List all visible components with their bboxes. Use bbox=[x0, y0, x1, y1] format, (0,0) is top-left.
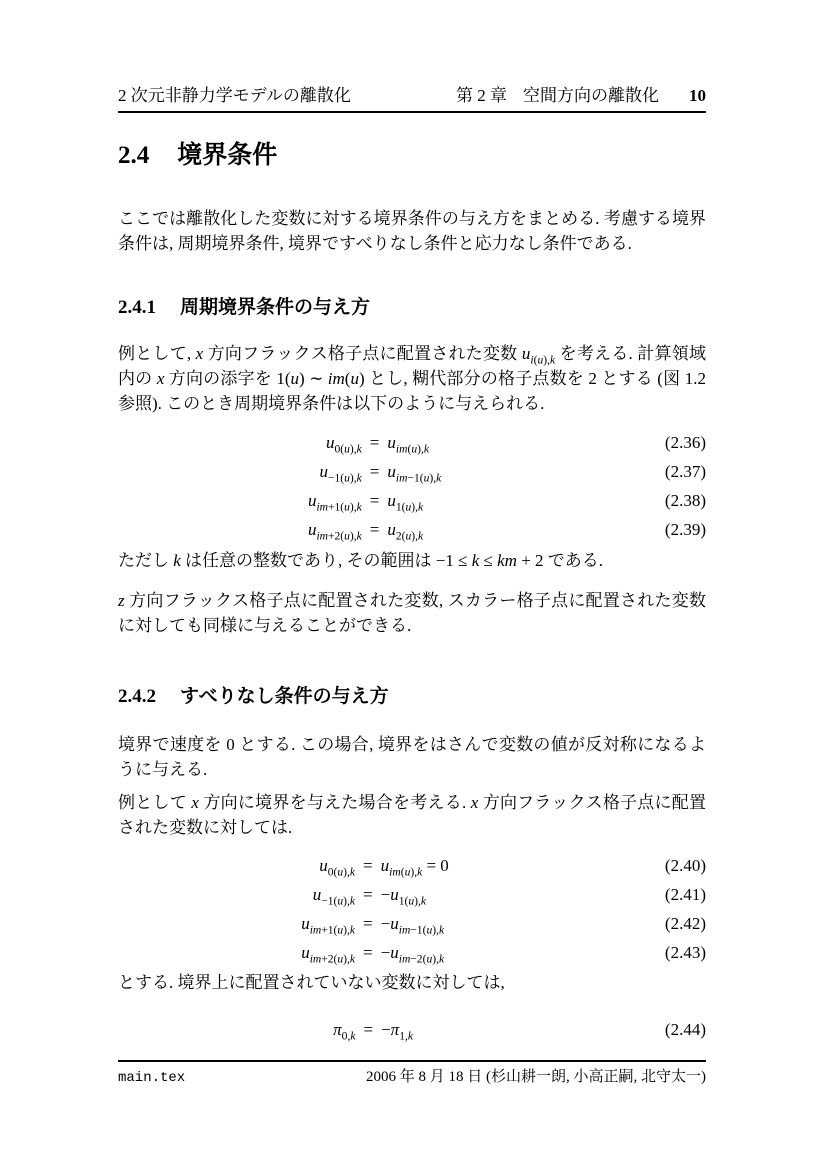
equation-lhs: $u_{im+2(u),k}$ bbox=[301, 943, 356, 966]
paragraph: 例として x 方向に境界を与えた場合を考える. x 方向フラックス格子点に配置された変数に対しては. bbox=[118, 793, 707, 837]
equation-lhs: $u_{-1(u),k}$ bbox=[319, 462, 362, 485]
equation-rhs: $u_{2(u),k}$ bbox=[387, 520, 424, 543]
equation-number: (2.40) bbox=[664, 856, 706, 875]
equation-relation: = bbox=[369, 462, 380, 481]
equation-rhs: $u_{1(u),k}$ bbox=[387, 491, 424, 514]
header-doc-title: 2 次元非静力学モデルの離散化 bbox=[118, 86, 351, 105]
equation-number: (2.44) bbox=[664, 1020, 706, 1039]
header-chapter-title: 空間方向の離散化 bbox=[523, 86, 659, 105]
equation-group-noslip bbox=[118, 851, 706, 967]
subsection-number: 2.4.2 bbox=[118, 686, 156, 707]
equation-group-periodic bbox=[118, 428, 706, 544]
page-footer bbox=[118, 1060, 706, 1088]
equation-rhs: $-u_{1(u),k}$ bbox=[380, 885, 427, 908]
subsection-heading-periodic bbox=[118, 296, 706, 320]
equation-relation: = bbox=[363, 1020, 374, 1039]
paragraph: 境界で速度を 0 とする. この場合, 境界をはさんで変数の値が反対称になるように与える. bbox=[118, 735, 706, 779]
page-number: 10 bbox=[689, 86, 706, 105]
equation-relation: = bbox=[363, 885, 373, 904]
equation-relation: = bbox=[363, 943, 373, 962]
subsection-heading-noslip bbox=[118, 685, 706, 709]
subsection-number: 2.4.1 bbox=[118, 297, 156, 318]
equation-relation: = bbox=[363, 914, 373, 933]
equation-rhs: $-u_{im-1(u),k}$ bbox=[380, 914, 445, 937]
equation-rhs: $-\pi_{1,k}$ bbox=[381, 1020, 414, 1043]
equation-number: (2.38) bbox=[664, 491, 706, 510]
equation-lhs: $u_{im+2(u),k}$ bbox=[307, 520, 362, 543]
paragraph: とする. 境界上に配置されていない変数に対しては, bbox=[118, 973, 505, 992]
section-heading bbox=[118, 141, 706, 170]
equation-number: (2.41) bbox=[664, 885, 706, 904]
header-chapter-group bbox=[456, 86, 706, 106]
subsection-title: 周期境界条件の与え方 bbox=[180, 297, 371, 318]
equation-lhs: $u_{im+1(u),k}$ bbox=[301, 914, 356, 937]
paragraph: 例として, x 方向フラックス格子点に配置された変数 $u_{i(u),k}$ を考える. 計算領域内の x 方向の添字を 1(u) ∼ im(u) とし, 糊代部分の格子点数を 2 とする (図 1.2 参照). このとき周期境界条件は以下のように与えられる. bbox=[118, 344, 707, 413]
equation-lhs: $u_{0(u),k}$ bbox=[326, 433, 362, 456]
paragraph: z 方向フラックス格子点に配置された変数, スカラー格子点に配置された変数に対しても同様に与えることができる. bbox=[118, 591, 706, 635]
equation-relation: = bbox=[369, 491, 380, 510]
equation-rhs: $u_{im-1(u),k}$ bbox=[387, 462, 442, 485]
equation-lhs: $u_{im+1(u),k}$ bbox=[307, 491, 362, 514]
equation-number: (2.37) bbox=[664, 462, 706, 481]
equation-lhs: $u_{0(u),k}$ bbox=[319, 856, 356, 879]
equation-relation: = bbox=[369, 433, 380, 452]
footer-date-authors: 2006 年 8 月 18 日 (杉山耕一朗, 小高正嗣, 北守太一) bbox=[366, 1069, 706, 1085]
subsection-title: すべりなし条件の与え方 bbox=[180, 686, 389, 707]
section-number: 2.4 bbox=[118, 142, 150, 169]
equation-number: (2.42) bbox=[664, 914, 706, 933]
page-header bbox=[118, 0, 706, 113]
paragraph: ただし k は任意の整数であり, その範囲は −1 ≤ k ≤ km + 2 である. bbox=[118, 551, 604, 570]
equation-relation: = bbox=[363, 856, 373, 875]
section-title: 境界条件 bbox=[177, 141, 278, 169]
equation-number: (2.39) bbox=[664, 520, 706, 539]
equation-number: (2.36) bbox=[664, 433, 706, 452]
equation-rhs: $-u_{im-2(u),k}$ bbox=[380, 943, 445, 966]
section-intro-paragraph: ここでは離散化した変数に対する境界条件の与え方をまとめる. 考慮する境界条件は, 周期境界条件, 境界ですべりなし条件と応力なし条件である. bbox=[118, 209, 706, 253]
equation-lhs: $u_{-1(u),k}$ bbox=[312, 885, 356, 908]
equation-number: (2.43) bbox=[664, 943, 706, 962]
footer-filename: main.tex bbox=[118, 1070, 186, 1086]
header-chapter-label: 第 2 章 bbox=[456, 86, 507, 105]
equation-pi bbox=[118, 1015, 706, 1044]
equation-relation: = bbox=[369, 520, 380, 539]
equation-rhs: $u_{im(u),k}$ bbox=[387, 433, 429, 456]
equation-lhs: $\pi_{0,k}$ bbox=[333, 1020, 356, 1043]
equation-rhs: $u_{im(u),k} = 0$ bbox=[380, 856, 449, 879]
